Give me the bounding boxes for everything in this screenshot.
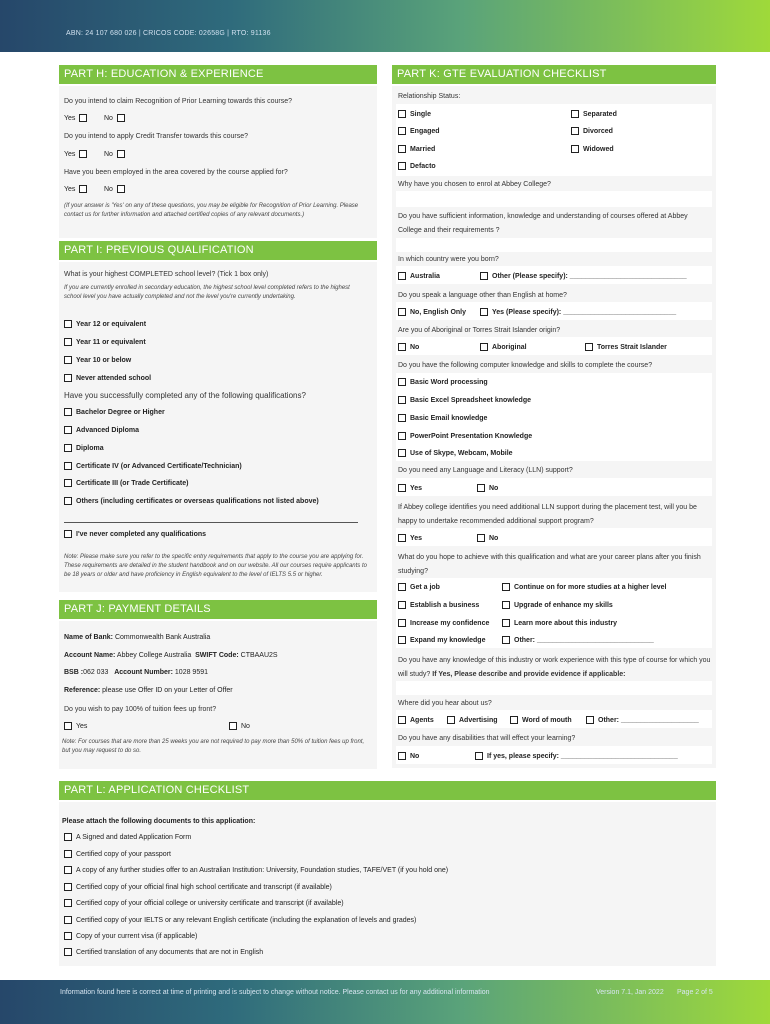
checkbox[interactable]	[64, 426, 72, 434]
q-language: Do you speak a language other than English at home?	[398, 292, 567, 299]
footer-disclaimer: Information found here is correct at time of printing and is subject to change without notice. Please contact us for any additional information	[60, 989, 490, 996]
part-h-q2: Do you intend to apply Credit Transfer towards this course?	[64, 133, 249, 140]
checkbox[interactable]	[398, 378, 406, 386]
checkbox[interactable]	[571, 127, 579, 135]
why-abbey-field[interactable]	[396, 191, 712, 207]
checkbox[interactable]	[79, 114, 87, 122]
credit-yes[interactable]: Yes	[64, 150, 87, 158]
pay-full-yes[interactable]: Yes	[64, 722, 87, 730]
qual-bachelor[interactable]: Bachelor Degree or Higher	[64, 408, 165, 416]
comp-powerpoint[interactable]: PowerPoint Presentation Knowledge	[398, 432, 532, 440]
hope-confidence[interactable]: Increase my confidence	[398, 619, 489, 627]
relationship-box	[396, 104, 712, 176]
part-j-note: Note: For courses that are more than 25 weeks you are not required to pay more than 50% of tuition fees up front, but you may request to do so.	[62, 739, 365, 754]
reference-row: Reference: please use Offer ID on your Letter of Offer	[64, 687, 233, 694]
doc-item-4[interactable]: Certified copy of your official final high school certificate and transcript (if available)	[64, 883, 332, 891]
q-disabilities: Do you have any disabilities that will effect your learning?	[398, 735, 576, 742]
lln2-yes[interactable]: Yes	[398, 534, 422, 542]
employed-yes[interactable]: Yes	[64, 185, 87, 193]
checkbox[interactable]	[64, 530, 72, 538]
hope-business[interactable]: Establish a business	[398, 601, 479, 609]
rel-married[interactable]: Married	[398, 145, 435, 153]
comp-excel[interactable]: Basic Excel Spreadsheet knowledge	[398, 396, 531, 404]
part-h-q3: Have you been employed in the area covered by the course applied for?	[64, 169, 288, 176]
checkbox[interactable]	[64, 408, 72, 416]
part-j-q: Do you wish to pay 100% of tuition fees up front?	[64, 706, 217, 713]
page-footer-band	[0, 980, 770, 1024]
abn-text: ABN: 24 107 680 026 | CRICOS CODE: 02658G | RTO: 91136	[66, 30, 271, 37]
doc-item-7[interactable]: Copy of your current visa (if applicable)	[64, 932, 197, 940]
part-i-note2: Note: Please make sure you refer to the specific entry requirements that apply to the course you are applying for. These requirements are detailed in the student handbook and on our website. All our courses require applicants to be 18 years or older and have proficiency in English equivalent to the level of IELTS 5.5 or higher.	[64, 554, 367, 578]
lln2-no[interactable]: No	[477, 534, 498, 542]
checkbox[interactable]	[79, 185, 87, 193]
hope-knowledge[interactable]: Expand my knowledge	[398, 636, 485, 644]
footer-page: Page 2 of 5	[677, 989, 713, 996]
level-never[interactable]: Never attended school	[64, 374, 151, 382]
checkbox[interactable]	[64, 356, 72, 364]
hope-learn-industry[interactable]: Learn more about this industry	[502, 619, 617, 627]
rel-single[interactable]: Single	[398, 110, 431, 118]
checkbox[interactable]	[477, 534, 485, 542]
abor-torres[interactable]: Torres Strait Islander	[585, 343, 667, 351]
checkbox[interactable]	[64, 320, 72, 328]
hope-job[interactable]: Get a job	[398, 583, 440, 591]
abor-no[interactable]: No	[398, 343, 419, 351]
checkbox[interactable]	[64, 462, 72, 470]
checkbox[interactable]	[502, 583, 510, 591]
credit-no[interactable]: No	[104, 150, 125, 158]
footer-version: Version 7.1, Jan 2022	[596, 989, 664, 996]
doc-item-3[interactable]: A copy of any further studies offer to an Australian Institution: University, Foundation studies, TAFE/VET (if you hold one)	[64, 866, 448, 874]
checkbox[interactable]	[480, 308, 488, 316]
hope-upgrade[interactable]: Upgrade of enhance my skills	[502, 601, 613, 609]
hear-word-of-mouth[interactable]: Word of mouth	[510, 716, 572, 724]
checkbox[interactable]	[64, 833, 72, 841]
lln-box	[396, 478, 712, 496]
bank-name-row: Name of Bank: Commonwealth Bank Australia	[64, 634, 211, 641]
checkbox[interactable]	[398, 449, 406, 457]
checkbox[interactable]	[480, 272, 488, 280]
checkbox[interactable]	[398, 636, 406, 644]
bsb-row: BSB :062 033 Account Number: 1028 9591	[64, 669, 208, 676]
qual-cert-iii[interactable]: Certificate III (or Trade Certificate)	[64, 479, 188, 487]
qual-adv-diploma[interactable]: Advanced Diploma	[64, 426, 139, 434]
hear-other[interactable]: Other: ____________________	[586, 716, 699, 724]
comp-skype[interactable]: Use of Skype, Webcam, Mobile	[398, 449, 513, 457]
others-specify-line[interactable]	[64, 522, 358, 523]
checkbox[interactable]	[571, 145, 579, 153]
checkbox[interactable]	[586, 716, 594, 724]
checkbox[interactable]	[398, 752, 406, 760]
checkbox[interactable]	[398, 601, 406, 609]
checkbox[interactable]	[64, 948, 72, 956]
checkbox[interactable]	[398, 583, 406, 591]
q-why-abbey: Why have you chosen to enrol at Abbey College?	[398, 181, 551, 188]
part-l-title: PART L: APPLICATION CHECKLIST	[59, 781, 716, 800]
doc-item-8[interactable]: Certified translation of any documents that are not in English	[64, 948, 263, 956]
q-computer: Do you have the following computer knowledge and skills to complete the course?	[398, 362, 653, 369]
checkbox[interactable]	[398, 145, 406, 153]
checkbox[interactable]	[510, 716, 518, 724]
lang-yes[interactable]: Yes (Please specify): _____________________________	[480, 308, 676, 316]
rpl-yes[interactable]: Yes	[64, 114, 87, 122]
checkbox[interactable]	[477, 484, 485, 492]
hear-advertising[interactable]: Advertising	[447, 716, 498, 724]
lln2-box	[396, 528, 712, 546]
level-year10[interactable]: Year 10 or below	[64, 356, 131, 364]
part-j-title: PART J: PAYMENT DETAILS	[59, 600, 377, 619]
hope-other[interactable]: Other: ______________________________	[502, 636, 654, 644]
q-born: In which country were you born?	[398, 256, 499, 263]
q-hope: What do you hope to achieve with this qualification and what are your career plans after you finish studying?	[398, 554, 701, 575]
checkbox[interactable]	[398, 534, 406, 542]
checkbox[interactable]	[502, 636, 510, 644]
pay-full-no[interactable]: No	[229, 722, 250, 730]
checkbox[interactable]	[64, 479, 72, 487]
born-australia[interactable]: Australia	[398, 272, 440, 280]
dis-yes[interactable]: If yes, please specify: ______________________________	[475, 752, 678, 760]
checkbox[interactable]	[398, 432, 406, 440]
checkbox[interactable]	[398, 396, 406, 404]
checkbox[interactable]	[447, 716, 455, 724]
checkbox[interactable]	[64, 883, 72, 891]
rel-separated[interactable]: Separated	[571, 110, 617, 118]
checkbox[interactable]	[64, 338, 72, 346]
part-i-q1: What is your highest COMPLETED school level? (Tick 1 box only)	[64, 271, 269, 278]
checkbox[interactable]	[79, 150, 87, 158]
info-field[interactable]	[396, 238, 712, 252]
checkbox[interactable]	[475, 752, 483, 760]
checkbox[interactable]	[117, 114, 125, 122]
born-other[interactable]: Other (Please specify): ______________________________	[480, 272, 687, 280]
checkbox[interactable]	[64, 374, 72, 382]
q-hear: Where did you hear about us?	[398, 700, 492, 707]
lln-no[interactable]: No	[477, 484, 498, 492]
checkbox[interactable]	[64, 497, 72, 505]
hope-more-studies[interactable]: Continue on for more studies at a higher level	[502, 583, 666, 591]
checkbox[interactable]	[64, 850, 72, 858]
checkbox[interactable]	[229, 722, 237, 730]
checkbox[interactable]	[398, 162, 406, 170]
part-l-intro: Please attach the following documents to this application:	[62, 818, 256, 825]
checkbox[interactable]	[117, 185, 125, 193]
qual-never[interactable]: I've never completed any qualifications	[64, 530, 206, 538]
checkbox[interactable]	[64, 444, 72, 452]
part-i-title: PART I: PREVIOUS QUALIFICATION	[59, 241, 377, 260]
qual-others[interactable]: Others (including certificates or overseas qualifications not listed above)	[64, 497, 319, 505]
page-header-band	[0, 0, 770, 52]
checkbox[interactable]	[64, 866, 72, 874]
rel-engaged[interactable]: Engaged	[398, 127, 440, 135]
checkbox[interactable]	[398, 619, 406, 627]
checkbox[interactable]	[398, 272, 406, 280]
checkbox[interactable]	[398, 127, 406, 135]
part-i-q2: Have you successfully completed any of the following qualifications?	[64, 391, 306, 400]
q-experience: Do you have any knowledge of this industry or work experience with this type of course for which you will study? If Yes, Please describe and provide evidence if applicable:	[398, 657, 711, 678]
doc-item-5[interactable]: Certified copy of your official college or university certificate and transcript (if available)	[64, 899, 344, 907]
checkbox[interactable]	[585, 343, 593, 351]
qual-cert-iv[interactable]: Certificate IV (or Advanced Certificate/Technician)	[64, 462, 242, 470]
part-h-q1: Do you intend to claim Recognition of Prior Learning towards this course?	[64, 98, 293, 105]
lang-english-only[interactable]: No, English Only	[398, 308, 466, 316]
part-k-title: PART K: GTE EVALUATION CHECKLIST	[392, 65, 716, 84]
checkbox[interactable]	[398, 343, 406, 351]
doc-item-6[interactable]: Certified copy of your IELTS or any relevant English certificate (including the explanation of levels and grades)	[64, 916, 416, 924]
q-lln2: If Abbey college identifies you need additional LLN support during the placement test, will you be happy to undertake recommended additional support program?	[398, 504, 697, 525]
abor-aboriginal[interactable]: Aboriginal	[480, 343, 527, 351]
checkbox[interactable]	[64, 899, 72, 907]
part-h-title: PART H: EDUCATION & EXPERIENCE	[59, 65, 377, 84]
rel-divorced[interactable]: Divorced	[571, 127, 613, 135]
comp-word[interactable]: Basic Word processing	[398, 378, 488, 386]
checkbox[interactable]	[502, 619, 510, 627]
part-i-note1: If you are currently enrolled in secondary education, the highest school level completed refers to the highest school level you have actually completed and not the level you're currently undertaking.	[64, 285, 350, 300]
checkbox[interactable]	[117, 150, 125, 158]
level-year11[interactable]: Year 11 or equivalent	[64, 338, 146, 346]
checkbox[interactable]	[398, 716, 406, 724]
checkbox[interactable]	[502, 601, 510, 609]
level-year12[interactable]: Year 12 or equivalent	[64, 320, 146, 328]
rpl-no[interactable]: No	[104, 114, 125, 122]
checkbox[interactable]	[398, 414, 406, 422]
doc-item-2[interactable]: Certified copy of your passport	[64, 850, 171, 858]
rel-defacto[interactable]: Defacto	[398, 162, 436, 170]
doc-item-1[interactable]: A Signed and dated Application Form	[64, 833, 191, 841]
q-lln: Do you need any Language and Literacy (LLN) support?	[398, 467, 573, 474]
rel-widowed[interactable]: Widowed	[571, 145, 614, 153]
comp-email[interactable]: Basic Email knowledge	[398, 414, 487, 422]
hear-agents[interactable]: Agents	[398, 716, 434, 724]
q-info: Do you have sufficient information, knowledge and understanding of courses offered at Abbey College and their requirements ?	[398, 213, 688, 234]
dis-no[interactable]: No	[398, 752, 419, 760]
checkbox[interactable]	[398, 110, 406, 118]
qual-diploma[interactable]: Diploma	[64, 444, 104, 452]
lln-yes[interactable]: Yes	[398, 484, 422, 492]
checkbox[interactable]	[398, 308, 406, 316]
experience-field[interactable]	[396, 681, 712, 695]
part-h-note: (If your answer is 'Yes' on any of these questions, you may be eligible for Recognition of Prior Learning. Please contact us for further information and attached certified copies of any relevant documents.)	[64, 203, 359, 218]
checkbox[interactable]	[571, 110, 579, 118]
checkbox[interactable]	[64, 932, 72, 940]
employed-no[interactable]: No	[104, 185, 125, 193]
checkbox[interactable]	[64, 722, 72, 730]
checkbox[interactable]	[480, 343, 488, 351]
q-aboriginal: Are you of Aboriginal or Torres Strait Islander origin?	[398, 327, 561, 334]
account-name-row: Account Name: Abbey College Australia SWIFT Code: CTBAAU2S	[64, 652, 278, 659]
relationship-label: Relationship Status:	[398, 93, 461, 100]
checkbox[interactable]	[64, 916, 72, 924]
checkbox[interactable]	[398, 484, 406, 492]
